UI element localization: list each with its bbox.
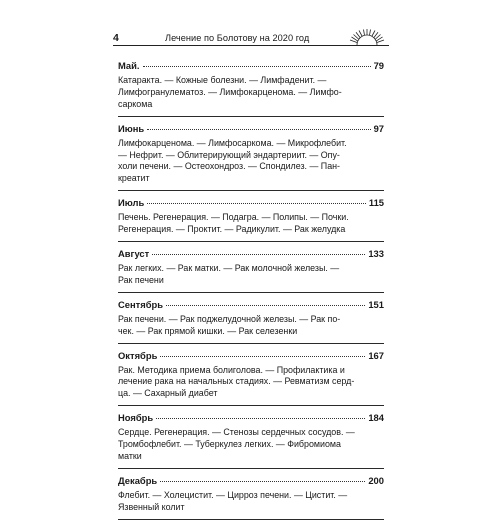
table-of-contents: [118, 60, 384, 526]
toc-page-number: 133: [368, 248, 384, 260]
section-divider: [118, 241, 384, 242]
toc-topic-line: Лимфокарценома. — Лимфосаркома. — Микрофлебит.: [118, 137, 347, 148]
toc-topic-line: саркома: [118, 98, 153, 109]
section-divider: [118, 292, 384, 293]
toc-entry-heading: [118, 299, 384, 311]
toc-topics: [118, 263, 384, 287]
section-divider: [118, 190, 384, 191]
toc-entry-heading: [118, 60, 384, 72]
toc-month-title: Август: [118, 248, 150, 260]
dot-leader: [147, 129, 370, 130]
toc-section: [118, 350, 384, 407]
section-divider: [118, 116, 384, 117]
dot-leader: [152, 254, 365, 255]
dot-leader: [160, 356, 365, 357]
header-rule: [113, 45, 386, 46]
toc-topic-line: Регенерация. — Проктит. — Радикулит. — Рак желудка: [118, 224, 346, 235]
toc-topic-line: Рак. Методика приема болиголова. — Профилактика и: [118, 364, 345, 375]
dot-leader: [147, 203, 366, 204]
toc-section: [118, 412, 384, 469]
page-number: 4: [113, 32, 119, 44]
dot-leader: [143, 66, 371, 67]
toc-topic-line: Катаракта. — Кожные болезни. — Лимфаденит. —: [118, 75, 327, 85]
dot-leader: [156, 418, 365, 419]
toc-topic-line: ца. — Сахарный диабет: [118, 388, 218, 399]
toc-month-title: Сентябрь: [118, 298, 163, 310]
toc-topic-line: креатит: [118, 173, 150, 184]
section-divider: [118, 343, 384, 344]
toc-topic-line: матки: [118, 451, 142, 462]
dot-leader: [166, 305, 365, 306]
toc-topics: [118, 75, 384, 111]
toc-topics: [118, 365, 384, 401]
running-title: Лечение по Болотову на 2020 год: [165, 33, 310, 43]
toc-topic-line: Рак печени: [118, 274, 164, 285]
section-divider: [118, 468, 384, 469]
toc-entry-heading: [118, 350, 384, 362]
toc-topic-line: Флебит. — Холецистит. — Цирроз печени. — Цистит. —: [118, 489, 348, 500]
toc-entry-heading: [118, 123, 384, 135]
toc-topic-line: Рак легких. — Рак матки. — Рак молочной железы. —: [118, 263, 340, 274]
toc-entry-heading: [118, 197, 384, 209]
toc-month-title: Май.: [118, 60, 140, 71]
toc-topics: [118, 314, 384, 338]
toc-section: [118, 197, 384, 242]
toc-topic-line: Лимфогранулематоз. — Лимфокарценома. — Лимфо-: [118, 86, 342, 97]
toc-topic-line: Печень. Регенерация. — Подагра. — Полипы. — Почки.: [118, 212, 349, 223]
dot-leader: [160, 481, 365, 482]
toc-page-number: 97: [373, 122, 384, 134]
toc-topic-line: Рак печени. — Рак поджелудочной железы. — Рак по-: [118, 313, 341, 324]
toc-page-number: 184: [368, 412, 384, 424]
toc-topics: [118, 427, 384, 463]
toc-page-number: 151: [368, 298, 384, 310]
toc-month-title: Ноябрь: [118, 412, 154, 424]
toc-topics: [118, 212, 384, 236]
toc-entry-heading: [118, 412, 384, 424]
toc-page-number: 167: [368, 349, 384, 361]
page-header: [113, 32, 386, 54]
toc-page-number: 115: [368, 197, 384, 209]
toc-month-title: Октябрь: [118, 349, 158, 361]
toc-section: [118, 475, 384, 520]
toc-entry-heading: [118, 475, 384, 487]
toc-section: [118, 299, 384, 344]
toc-page-number: 200: [368, 474, 384, 486]
toc-topic-line: чек. — Рак прямой кишки. — Рак селезенки: [118, 325, 298, 336]
toc-entry-heading: [118, 248, 384, 260]
toc-month-title: Июль: [118, 197, 145, 209]
toc-section: [118, 60, 384, 117]
toc-topic-line: Тромбофлебит. — Туберкулез легких. — Фибромиома: [118, 439, 341, 450]
toc-page-number: 79: [373, 60, 384, 71]
toc-topic-line: Язвенный колит: [118, 501, 185, 512]
toc-topic-line: лечение рака на начальных стадиях. — Ревматизм серд-: [118, 376, 355, 387]
toc-topic-line: Сердце. Регенерация. — Стенозы сердечных сосудов. —: [118, 427, 355, 438]
toc-month-title: Июнь: [118, 122, 145, 134]
section-divider: [118, 519, 384, 520]
toc-topics: [118, 490, 384, 514]
toc-topics: [118, 138, 384, 186]
toc-section: [118, 123, 384, 192]
toc-month-title: Декабрь: [118, 474, 158, 486]
section-divider: [118, 405, 384, 406]
toc-section: [118, 248, 384, 293]
toc-topic-line: — Нефрит. — Облитерирующий эндартериит. — Опу-: [118, 149, 340, 160]
toc-topic-line: холи печени. — Остеохондроз. — Спондилез. — Пан-: [118, 161, 340, 172]
